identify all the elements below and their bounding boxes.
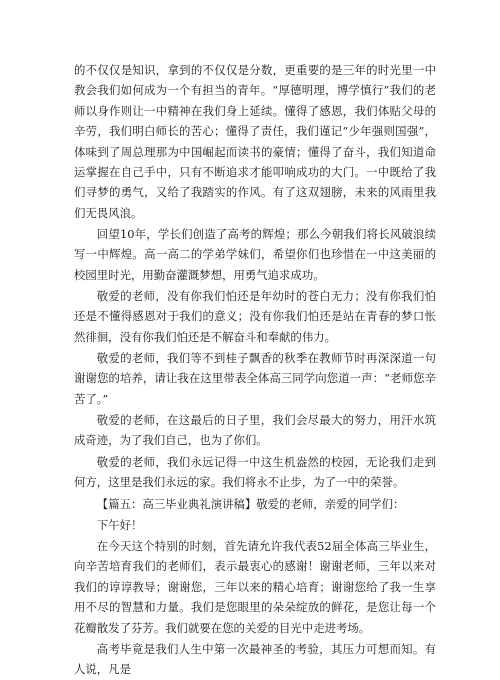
paragraph-7: 在今天这个特别的时刻，首先请允许我代表52届全体高三毕业生，向辛苦培育我们的老师们，表示最衷心的感谢！谢谢老师，三年以来对我们的谆谆教导；谢谢您，三年以来的精心培育；谢谢您给了我一生享用不尽的智慧和力量。我们是您眼里的朵朵绽放的鲜花，是您让每一个花瓣散发了芬芳。我们就要在您的关爱的目光中走进考场。 bbox=[74, 539, 436, 635]
paragraph-1: 的不仅仅是知识，拿到的不仅仅是分数，更重要的是三年的时光里一中教会我们如何成为一个有担当的青年。“厚德明理，博学慎行”我们的老师以身作则让一中精神在我们身上延续。懂得了感恩，我们体贴父母的辛劳，我们明白师长的苦心；懂得了责任，我们谨记“少年强则国强”，体味到了周总理那为中国崛起而读书的豪情；懂得了奋斗，我们知道命运掌握在自己手中，只有不断追求才能叩响成功的大门。一中既给了我们寻梦的勇气，又给了我踏实的作风。有了这双翅膀，未来的风雨里我们无畏风浪。 bbox=[74, 63, 436, 220]
greeting: 下午好！ bbox=[96, 518, 143, 532]
paragraph-4: 敬爱的老师，我们等不到桂子飘香的秋季在教师节时再深深道一句谢谢您的培养，请让我在这里带表全体高三同学向您道一声：“老师您辛苦了。” bbox=[74, 351, 436, 406]
paragraph-3: 敬爱的老师，没有你我们怕还是年幼时的苍白无力；没有你我们怕还是不懂得感恩对于我们的意义；没有你我们怕还是站在青春的梦口怅然徘徊，没有你我们怕还是不解奋斗和奉献的伟力。 bbox=[74, 289, 436, 344]
paragraph-8: 高考毕竟是我们人生中第一次最神圣的考验，其压力可想而知。有人说，凡是 bbox=[74, 642, 436, 677]
section-heading: 【篇五：高三毕业典礼演讲稿】敬爱的老师，亲爱的同学们： bbox=[96, 497, 405, 511]
paragraph-2: 回望10年，学长们创造了高考的辉煌；那么今朝我们将长风破浪续写一中辉煌。高一高二的学弟学妹们，希望你们也珍惜在一中这美丽的校园里时光，用勤奋灌溉梦想，用勇气追求成功。 bbox=[74, 227, 436, 282]
paragraph-5: 敬爱的老师，在这最后的日子里，我们会尽最大的努力，用汗水筑成奇迹，为了我们自己，也为了你们。 bbox=[74, 413, 436, 448]
paragraph-6: 敬爱的老师，我们永远记得一中这生机盎然的校园，无论我们走到何方，这里是我们永远的家。我们将永不止步，为了一中的荣誉。 bbox=[74, 455, 436, 490]
